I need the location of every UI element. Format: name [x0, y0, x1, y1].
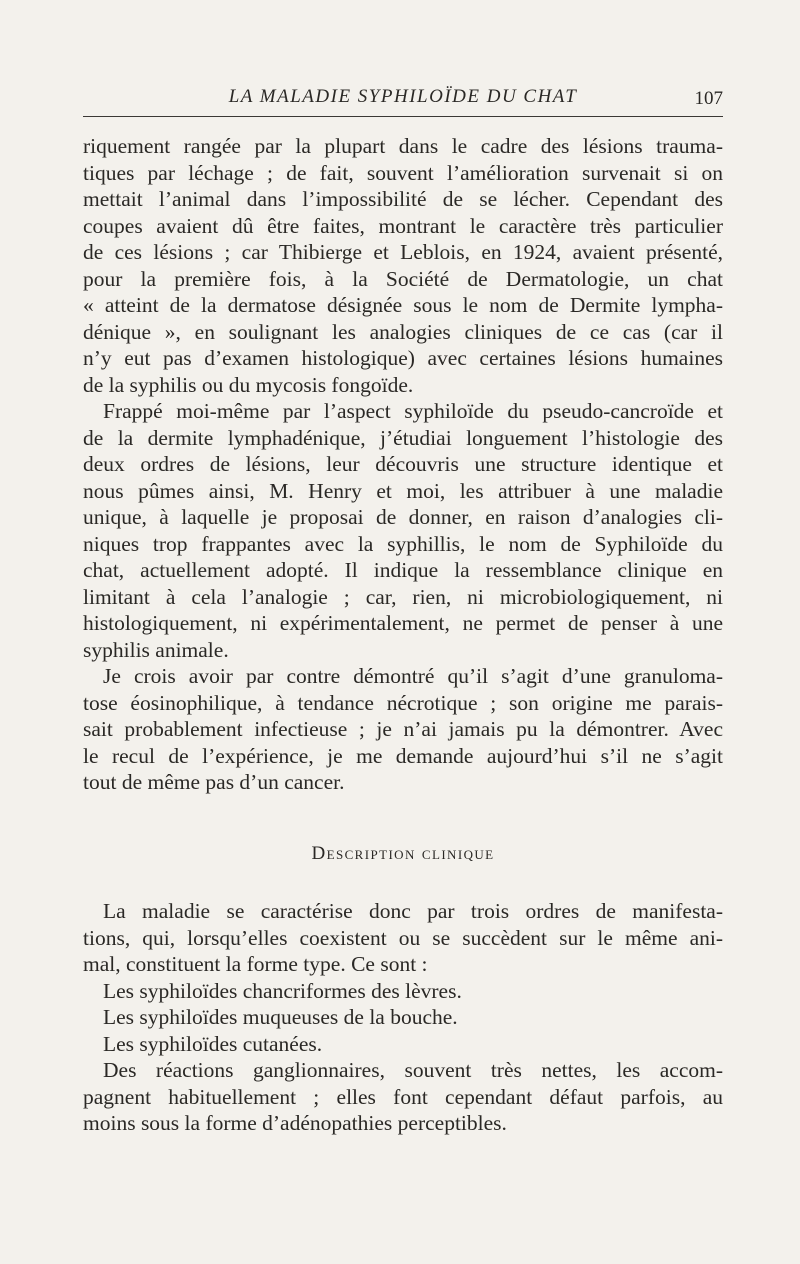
text-line: pour la première fois, à la Société de Dermatologie, un chat	[83, 266, 723, 291]
text-line: Des réactions ganglionnaires, souvent très nettes, les accom-	[103, 1058, 723, 1082]
text-line: « atteint de la dermatose désignée sous le nom de Dermite lympha-	[83, 293, 723, 317]
text-line: de ces lésions ; car Thibierge et Leblois, en 1924, avaient présenté,	[83, 240, 723, 264]
text-line: histologiquement, ni expérimentalement, ne permet de penser à une	[83, 611, 723, 635]
text-line: coupes avaient dû être faites, montrant le caractère très particulier	[83, 213, 723, 238]
text-line: unique, à laquelle je proposai de donner, en raison d’analogies cli-	[83, 505, 723, 529]
text-line: tions, qui, lorsqu’elles coexistent ou se succèdent sur le même ani-	[83, 925, 723, 950]
text-line: Je crois avoir par contre démontré qu’il s’agit d’une granuloma-	[103, 664, 723, 688]
running-title: LA MALADIE SYPHILOÏDE DU CHAT	[228, 86, 578, 107]
text-line: Frappé moi-même par l’aspect syphiloïde du pseudo-cancroïde et	[103, 399, 723, 423]
text-line: Les syphiloïdes muqueuses de la bouche.	[103, 1005, 458, 1029]
text-line: de la syphilis ou du mycosis fongoïde.	[83, 372, 414, 397]
text-line: tout de même pas d’un cancer.	[83, 770, 345, 794]
text-line: deux ordres de lésions, leur découvris une structure identique et	[83, 452, 723, 476]
text-line: limitant à cela l’analogie ; car, rien, ni microbiologiquement, ni	[83, 584, 723, 609]
text-line: mal, constituent la forme type. Ce sont :	[83, 952, 428, 976]
body-text-top	[83, 133, 723, 796]
text-line: de la dermite lymphadénique, j’étudiai longuement l’histologie des	[83, 425, 723, 450]
text-line: niques trop frappantes avec la syphillis, le nom de Syphiloïde du	[83, 531, 723, 556]
body-text-bottom	[83, 898, 723, 1137]
text-line: le recul de l’expérience, je me demande aujourd’hui s’il ne s’agit	[83, 743, 723, 768]
text-line: sait probablement infectieuse ; je n’ai jamais pu la démontrer. Avec	[83, 717, 723, 741]
text-line: riquement rangée par la plupart dans le cadre des lésions trauma-	[83, 134, 723, 158]
text-line: tose éosinophilique, à tendance nécrotique ; son origine me parais-	[83, 690, 723, 715]
text-line: Les syphiloïdes chancriformes des lèvres.	[103, 978, 462, 1003]
text-line: Les syphiloïdes cutanées.	[103, 1031, 323, 1056]
text-line: syphilis animale.	[83, 637, 229, 662]
text-line: tiques par léchage ; de fait, souvent l’amélioration survenait si on	[83, 160, 723, 185]
text-line: n’y eut pas d’examen histologique) avec certaines lésions humaines	[83, 346, 723, 370]
text-line: pagnent habituellement ; elles font cependant défaut parfois, au	[83, 1084, 723, 1109]
text-line: nous pûmes ainsi, M. Henry et moi, les attribuer à une maladie	[83, 478, 723, 503]
page-number: 107	[694, 88, 723, 109]
running-head	[83, 82, 723, 114]
text-line: dénique », en soulignant les analogies cliniques de ce cas (car il	[83, 319, 723, 344]
text-line: chat, actuellement adopté. Il indique la ressemblance clinique en	[83, 558, 723, 582]
text-line: mettait l’animal dans l’impossibilité de se lécher. Cependant des	[83, 187, 723, 211]
header-rule	[83, 116, 723, 117]
section-heading: Description clinique	[311, 843, 495, 864]
text-line: La maladie se caractérise donc par trois ordres de manifesta-	[103, 899, 723, 923]
text-line: moins sous la forme d’adénopathies perceptibles.	[83, 1111, 507, 1135]
